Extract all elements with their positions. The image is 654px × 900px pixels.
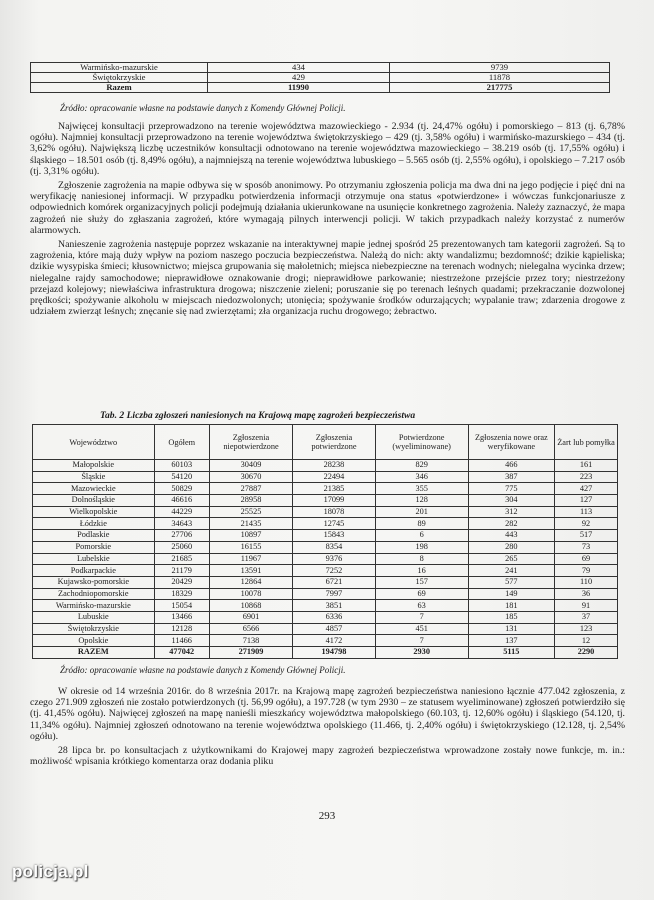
table-cell: 22494 (293, 471, 376, 483)
table-cell: 25525 (209, 506, 292, 518)
table-cell: 282 (468, 518, 554, 530)
table-cell: 312 (468, 506, 554, 518)
table-cell: 21179 (154, 565, 209, 577)
table-cell: 37 (555, 611, 618, 623)
table-cell: 18329 (154, 588, 209, 600)
body-text-section-1 (30, 121, 625, 320)
reports-table (32, 424, 618, 659)
table-row (31, 63, 610, 73)
table-row (33, 506, 618, 518)
table-cell: 69 (375, 588, 468, 600)
table-cell: 201 (375, 506, 468, 518)
table-cell: 13466 (154, 611, 209, 623)
column-header: Potwierdzone (wyeliminowane) (375, 425, 468, 460)
paragraph: Zgłoszenie zagrożenia na mapie odbywa się w sposób anonimowy. Po otrzymaniu zgłoszenia policja ma dwa dni na jego podjęcie i pięć dni na weryfikację naniesionej informacji. W przypadku potwierdzenia informacji otrzymuje ona status «potwierdzone» i wówczas funkcjonariusze z odpowiednich komórek organizacyjnych policji podejmują działania ukierunkowane na usunięcie konkretnego zagrożenia. Należy zaznaczyć, że mapa zagrożeń nie służy do zgłaszania zagrożeń, które wymagają pilnych interwencji policji. W takich przypadkach należy korzystać z numerów alarmowych. (30, 180, 625, 236)
table-cell: Dolnośląskie (33, 495, 155, 507)
table-cell: Mazowieckie (33, 483, 155, 495)
table-cell: 775 (468, 483, 554, 495)
table-cell: 427 (555, 483, 618, 495)
table-cell: Świętokrzyskie (33, 623, 155, 635)
table-cell: 9739 (390, 63, 610, 73)
column-header: Zgłoszenia niepotwierdzone (209, 425, 292, 460)
table-cell: 11466 (154, 635, 209, 647)
table-cell: 3851 (293, 600, 376, 612)
table-cell: Opolskie (33, 635, 155, 647)
column-header: Ogółem (154, 425, 209, 460)
page-number: 293 (318, 810, 336, 822)
paragraph: Nanieszenie zagrożenia następuje poprzez wskazanie na interaktywnej mapie jednej spośród 25 prezentowanych tam kategorii zagrożeń. Są to zagrożenia, które mają duży wpływ na poziom naszego poczucia bezpieczeństwa. Należą do nich: akty wandalizmu; bezdomność; dzikie kąpieliska; dzikie wysypiska śmieci; kłusownictwo; miejsca grupowania się małoletnich; miejsca niebezpieczne na terenach wodnych; nielegalna wycinka drzew; nielegalne rajdy samochodowe; nieprawidłowe oznakowanie drogi; nieprawidłowe parkowanie; niestrzeżone przejście przez tory; niestrzeżony przejazd kolejowy; niewłaściwa infrastruktura drogowa; niszczenie zieleni; poruszanie się po terenach leśnych quadami; przekraczanie dozwolonej prędkości; spożywanie alkoholu w miejscach niedozwolonych; utonięcia; spożywanie środków odurzających; wypalanie traw; zdarzenia drogowe z udziałem zwierząt leśnych; znęcanie się nad zwierzętami; zła organizacja ruchu drogowego; żebractwo. (30, 239, 625, 318)
table-cell: 149 (468, 588, 554, 600)
table-cell: 6336 (293, 611, 376, 623)
table-cell: 44229 (154, 506, 209, 518)
table-cell: 517 (555, 530, 618, 542)
table-cell: 2290 (555, 647, 618, 659)
table-cell: 30409 (209, 460, 292, 472)
table-cell: 127 (555, 495, 618, 507)
table-cell: 10078 (209, 588, 292, 600)
table-cell: 16155 (209, 541, 292, 553)
table-cell: 25060 (154, 541, 209, 553)
table-cell: Podlaskie (33, 530, 155, 542)
table-cell: 16 (375, 565, 468, 577)
table-row (33, 471, 618, 483)
table-cell: Wielkopolskie (33, 506, 155, 518)
table-row (33, 553, 618, 565)
table-cell: 12864 (209, 576, 292, 588)
table-cell: 6566 (209, 623, 292, 635)
table-row (33, 576, 618, 588)
table-cell: RAZEM (33, 647, 155, 659)
table-cell: 11967 (209, 553, 292, 565)
table-cell: Podkarpackie (33, 565, 155, 577)
table-cell: 466 (468, 460, 554, 472)
table-cell: 161 (555, 460, 618, 472)
table-row (33, 541, 618, 553)
body-text-section-2 (30, 686, 625, 770)
table-row (33, 518, 618, 530)
table-cell: 30670 (209, 471, 292, 483)
table-row (31, 83, 610, 93)
table-cell: 110 (555, 576, 618, 588)
table-cell: 21685 (154, 553, 209, 565)
table-cell: 28238 (293, 460, 376, 472)
table-cell: 21385 (293, 483, 376, 495)
table-cell: 12745 (293, 518, 376, 530)
table-cell: 11878 (390, 73, 610, 83)
table-row (33, 588, 618, 600)
table-row (33, 530, 618, 542)
table-cell: 181 (468, 600, 554, 612)
table-cell: 434 (208, 63, 390, 73)
table-cell: Razem (31, 83, 208, 93)
table-cell: 91 (555, 600, 618, 612)
table-cell: 271909 (209, 647, 292, 659)
table-cell: 346 (375, 471, 468, 483)
table-cell: 223 (555, 471, 618, 483)
table-cell: 157 (375, 576, 468, 588)
table-cell: Lubelskie (33, 553, 155, 565)
table-cell: 6721 (293, 576, 376, 588)
table-cell: 12 (555, 635, 618, 647)
table-cell: 10868 (209, 600, 292, 612)
table-row (33, 635, 618, 647)
table-cell: 241 (468, 565, 554, 577)
table-cell: Warmińsko-mazurskie (31, 63, 208, 73)
table-cell: 443 (468, 530, 554, 542)
table-cell: 280 (468, 541, 554, 553)
table-cell: 7 (375, 611, 468, 623)
table-cell: 131 (468, 623, 554, 635)
table-cell: 27706 (154, 530, 209, 542)
table-cell: 9376 (293, 553, 376, 565)
table-cell: 10897 (209, 530, 292, 542)
table-source-note: Źródło: opracowanie własne na podstawie danych z Komendy Głównej Policji. (60, 103, 346, 113)
table-cell: Świętokrzyskie (31, 73, 208, 83)
table-cell: 4857 (293, 623, 376, 635)
table-cell: 11990 (208, 83, 390, 93)
table-row (33, 460, 618, 472)
table-cell: 54120 (154, 471, 209, 483)
table-cell: 123 (555, 623, 618, 635)
table-cell: 36 (555, 588, 618, 600)
table-cell: Pomorskie (33, 541, 155, 553)
table-cell: 46616 (154, 495, 209, 507)
table-cell: 79 (555, 565, 618, 577)
table-caption: Tab. 2 Liczba zgłoszeń naniesionych na Krajową mapę zagrożeń bezpieczeństwa (100, 410, 416, 421)
table-cell: 8 (375, 553, 468, 565)
table-cell: 15843 (293, 530, 376, 542)
column-header: Zgłoszenia potwierdzone (293, 425, 376, 460)
table-cell: Lubuskie (33, 611, 155, 623)
table-cell: 28958 (209, 495, 292, 507)
table-cell: 92 (555, 518, 618, 530)
table-cell: 577 (468, 576, 554, 588)
table-cell: 387 (468, 471, 554, 483)
table-cell: 20429 (154, 576, 209, 588)
table-cell: 477042 (154, 647, 209, 659)
table-cell: 89 (375, 518, 468, 530)
table-cell: Kujawsko-pomorskie (33, 576, 155, 588)
table-cell: 2930 (375, 647, 468, 659)
table-cell: Warmińsko-mazurskie (33, 600, 155, 612)
table-cell: 829 (375, 460, 468, 472)
column-header: Żart lub pomyłka (555, 425, 618, 460)
table-cell: 17099 (293, 495, 376, 507)
continuation-table (30, 62, 610, 93)
table-cell: 137 (468, 635, 554, 647)
table-cell: 50829 (154, 483, 209, 495)
table-cell: 15054 (154, 600, 209, 612)
table-row (33, 495, 618, 507)
table-cell: 5115 (468, 647, 554, 659)
table-source-note-2: Źródło: opracowanie własne na podstawie danych z Komendy Głównej Policji. (60, 665, 346, 675)
table-cell: 217775 (390, 83, 610, 93)
table-cell: 429 (208, 73, 390, 83)
table-cell: 7997 (293, 588, 376, 600)
table-cell: Zachodniopomorskie (33, 588, 155, 600)
table-cell: 27887 (209, 483, 292, 495)
column-header: Zgłoszenia nowe oraz weryfikowane (468, 425, 554, 460)
table-cell: 128 (375, 495, 468, 507)
table-cell: 21435 (209, 518, 292, 530)
table-cell: Małopolskie (33, 460, 155, 472)
table-cell: 6 (375, 530, 468, 542)
paragraph: W okresie od 14 września 2016r. do 8 września 2017r. na Krajową mapę zagrożeń bezpieczeństwa naniesiono łącznie 477.042 zgłoszenia, z czego 271.909 zgłoszeń nie zostało potwierdzonych (tj. 56,99 ogółu), a 197.728 (w tym 2930 – ze statusem wyeliminowane) zgłoszeń potwierdziło się (tj. 41,45% ogółu). Najwięcej zgłoszeń na mapę nanieśli mieszkańcy województwa małopolskiego (60.103, tj. 12,60% ogółu) i śląskiego (54.120, tj. 11,34% ogółu). Najmniej zgłoszeń odnotowano na terenie województwa opolskiego (11.466, tj. 2,40% ogółu) i świętokrzyskiego (12.128, tj. 2,54% ogółu). (30, 686, 625, 742)
table-cell: 69 (555, 553, 618, 565)
table-total-row (33, 647, 618, 659)
table-cell: 113 (555, 506, 618, 518)
table-row (31, 73, 610, 83)
table-header-row (33, 425, 618, 460)
table-cell: 73 (555, 541, 618, 553)
table-cell: 7 (375, 635, 468, 647)
watermark-logo: policja.pl (12, 862, 89, 881)
table-cell: 12128 (154, 623, 209, 635)
table-cell: 4172 (293, 635, 376, 647)
column-header: Województwo (33, 425, 155, 460)
table-cell: 8354 (293, 541, 376, 553)
table-cell: 60103 (154, 460, 209, 472)
table-row (33, 600, 618, 612)
table-cell: 451 (375, 623, 468, 635)
table-row (33, 483, 618, 495)
table-row (33, 565, 618, 577)
table-cell: 13591 (209, 565, 292, 577)
table-cell: 355 (375, 483, 468, 495)
table-cell: 7252 (293, 565, 376, 577)
table-row (33, 611, 618, 623)
table-cell: 6901 (209, 611, 292, 623)
paragraph: Najwięcej konsultacji przeprowadzono na terenie województwa mazowieckiego - 2.934 (tj. 24,47% ogółu) i pomorskiego – 813 (tj. 6,78% ogółu). Najmniej konsultacji przeprowadzono na terenie województwa świętokrzyskiego – 429 (tj. 3,58% ogółu) i warmińsko-mazurskiego – 434 (tj. 3,62% ogółu). Największą liczbę uczestników konsultacji odnotowano na terenie województwa mazowieckiego – 38.219 osób (tj. 17,55% ogółu) i śląskiego – 18.501 osób (tj. 8,49% ogółu), a najmniejszą na terenie województwa lubuskiego – 5.565 osób (tj. 2,55% ogółu), i opolskiego – 7.217 osób (tj. 3,31% ogółu). (30, 121, 625, 177)
table-row (33, 623, 618, 635)
table-cell: 185 (468, 611, 554, 623)
table-cell: 34643 (154, 518, 209, 530)
table-cell: Śląskie (33, 471, 155, 483)
paragraph: 28 lipca br. po konsultacjach z użytkownikami do Krajowej mapy zagrożeń bezpieczeństwa wprowadzone zostały nowe funkcje, m. in.: możliwość wpisania krótkiego komentarza oraz dodania pliku (30, 745, 625, 768)
table-cell: 63 (375, 600, 468, 612)
table-cell: 198 (375, 541, 468, 553)
table-cell: 265 (468, 553, 554, 565)
table-cell: 194798 (293, 647, 376, 659)
table-cell: 7138 (209, 635, 292, 647)
table-cell: Łódzkie (33, 518, 155, 530)
table-cell: 18078 (293, 506, 376, 518)
table-cell: 304 (468, 495, 554, 507)
